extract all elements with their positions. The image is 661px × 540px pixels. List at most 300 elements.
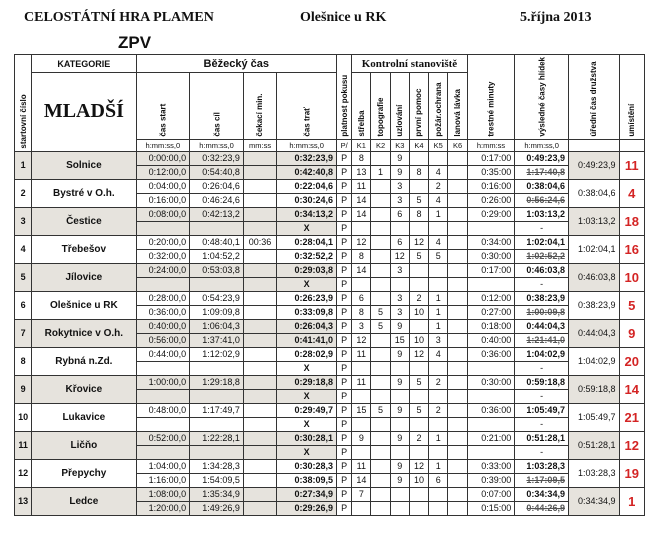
k6-points-cell bbox=[448, 487, 467, 501]
table-row bbox=[15, 319, 645, 333]
k3-points-cell bbox=[390, 487, 409, 501]
organizer-title: CELOSTÁTNÍ HRA PLAMEN bbox=[24, 10, 214, 25]
k2-points-cell bbox=[371, 193, 390, 207]
k5-points-cell bbox=[429, 151, 448, 165]
wait-cell bbox=[243, 277, 276, 291]
team-name-cell: Rokytnice v O.h. bbox=[32, 319, 136, 347]
k1-points-cell: 11 bbox=[352, 375, 371, 389]
validity-cell: P bbox=[337, 487, 352, 501]
wait-cell bbox=[243, 431, 276, 445]
k2-points-cell bbox=[371, 207, 390, 221]
k4-points-cell: 10 bbox=[409, 473, 428, 487]
time-course-cell: 0:41:41,0 bbox=[277, 333, 337, 347]
team-name-cell: Ličňo bbox=[32, 431, 136, 459]
k5-points-cell: 4 bbox=[429, 235, 448, 249]
result-time-cell: 1:03:28,3 bbox=[515, 459, 569, 473]
team-name-cell: Třebešov bbox=[32, 235, 136, 263]
k6-points-cell bbox=[448, 165, 467, 179]
result-time-cell: - bbox=[515, 445, 569, 459]
time-start-cell: 0:24:00,0 bbox=[136, 263, 190, 277]
k5-points-cell: 2 bbox=[429, 179, 448, 193]
k1-points-cell: 9 bbox=[352, 431, 371, 445]
unit-result: h:mm:ss,0 bbox=[515, 139, 569, 151]
wait-cell bbox=[243, 179, 276, 193]
k5-points-cell: 3 bbox=[429, 333, 448, 347]
col-category-label: KATEGORIE bbox=[32, 55, 136, 73]
placing-cell: 18 bbox=[619, 207, 644, 235]
k5-points-cell bbox=[429, 417, 448, 431]
result-time-cell: - bbox=[515, 389, 569, 403]
k4-points-cell bbox=[409, 263, 428, 277]
validity-cell: P bbox=[337, 277, 352, 291]
col-time-finish: čas cíl bbox=[190, 73, 244, 140]
k2-points-cell bbox=[371, 375, 390, 389]
k2-code: K2 bbox=[371, 139, 390, 151]
start-number-cell: 2 bbox=[15, 179, 32, 207]
official-time-cell: 1:02:04,1 bbox=[568, 235, 619, 263]
result-time-cell: - bbox=[515, 417, 569, 431]
k2-points-cell bbox=[371, 249, 390, 263]
penalty-cell: 0:17:00 bbox=[467, 263, 515, 277]
penalty-cell bbox=[467, 389, 515, 403]
table-row bbox=[15, 207, 645, 221]
k3-points-cell: 3 bbox=[390, 179, 409, 193]
k6-points-cell bbox=[448, 501, 467, 515]
official-time-cell: 0:59:18,8 bbox=[568, 375, 619, 403]
k5-name: požár.ochrana bbox=[429, 73, 448, 140]
penalty-cell: 0:21:00 bbox=[467, 431, 515, 445]
time-course-cell: 0:33:09,8 bbox=[277, 305, 337, 319]
validity-cell: P bbox=[337, 417, 352, 431]
k5-points-cell: 5 bbox=[429, 249, 448, 263]
time-finish-cell bbox=[190, 389, 244, 403]
k2-points-cell bbox=[371, 459, 390, 473]
wait-cell bbox=[243, 375, 276, 389]
validity-cell: P bbox=[337, 375, 352, 389]
penalty-cell: 0:27:00 bbox=[467, 305, 515, 319]
k3-points-cell bbox=[390, 417, 409, 431]
time-course-cell: X bbox=[277, 389, 337, 403]
k1-points-cell bbox=[352, 389, 371, 403]
start-number-cell: 11 bbox=[15, 431, 32, 459]
unit-finish: h:mm:ss,0 bbox=[190, 139, 244, 151]
k1-points-cell: 6 bbox=[352, 291, 371, 305]
results-table bbox=[14, 54, 645, 516]
validity-cell: P bbox=[337, 501, 352, 515]
col-penalty: trestné minuty bbox=[467, 55, 515, 140]
validity-cell: P bbox=[337, 207, 352, 221]
k3-points-cell: 9 bbox=[390, 403, 409, 417]
time-start-cell bbox=[136, 221, 190, 235]
k2-points-cell bbox=[371, 473, 390, 487]
k6-points-cell bbox=[448, 347, 467, 361]
table-row bbox=[15, 487, 645, 501]
k3-points-cell: 3 bbox=[390, 263, 409, 277]
time-course-cell: 0:32:52,2 bbox=[277, 249, 337, 263]
time-course-cell: 0:30:24,6 bbox=[277, 193, 337, 207]
k6-points-cell bbox=[448, 361, 467, 375]
k6-points-cell bbox=[448, 473, 467, 487]
col-time-start: čas start bbox=[136, 73, 190, 140]
k3-points-cell: 9 bbox=[390, 151, 409, 165]
team-name-cell: Rybná n.Zd. bbox=[32, 347, 136, 375]
validity-cell: P bbox=[337, 431, 352, 445]
k4-points-cell: 12 bbox=[409, 459, 428, 473]
result-time-cell: 1:02:04,1 bbox=[515, 235, 569, 249]
official-time-cell: 0:49:23,9 bbox=[568, 151, 619, 179]
col-control-posts: Kontrolní stanoviště bbox=[352, 55, 467, 73]
k3-points-cell: 15 bbox=[390, 333, 409, 347]
col-run-time: Běžecký čas bbox=[136, 55, 337, 73]
k1-points-cell bbox=[352, 221, 371, 235]
result-time-cell: 0:44:04,3 bbox=[515, 319, 569, 333]
time-finish-cell: 1:37:41,0 bbox=[190, 333, 244, 347]
k2-points-cell: 1 bbox=[371, 165, 390, 179]
time-finish-cell: 0:53:03,8 bbox=[190, 263, 244, 277]
official-time-cell: 1:04:02,9 bbox=[568, 347, 619, 375]
time-start-cell: 0:08:00,0 bbox=[136, 207, 190, 221]
validity-cell: P bbox=[337, 445, 352, 459]
time-finish-cell: 0:26:04,6 bbox=[190, 179, 244, 193]
k2-points-cell bbox=[371, 235, 390, 249]
penalty-cell: 0:12:00 bbox=[467, 291, 515, 305]
placing-cell: 5 bbox=[619, 291, 644, 319]
validity-cell: P bbox=[337, 151, 352, 165]
team-name-cell: Křovice bbox=[32, 375, 136, 403]
k3-points-cell: 9 bbox=[390, 431, 409, 445]
wait-cell bbox=[243, 263, 276, 277]
time-course-cell: 0:29:26,9 bbox=[277, 501, 337, 515]
time-course-cell: 0:29:49,7 bbox=[277, 403, 337, 417]
wait-cell bbox=[243, 417, 276, 431]
table-row bbox=[15, 375, 645, 389]
time-course-cell: 0:42:40,8 bbox=[277, 165, 337, 179]
k6-points-cell bbox=[448, 389, 467, 403]
k4-points-cell: 10 bbox=[409, 333, 428, 347]
k1-points-cell: 8 bbox=[352, 249, 371, 263]
placing-cell: 10 bbox=[619, 263, 644, 291]
k3-points-cell: 12 bbox=[390, 249, 409, 263]
k6-points-cell bbox=[448, 319, 467, 333]
k5-points-cell bbox=[429, 277, 448, 291]
time-course-cell: 0:38:09,5 bbox=[277, 473, 337, 487]
result-time-cell: 1:05:49,7 bbox=[515, 403, 569, 417]
team-name-cell: Lukavice bbox=[32, 403, 136, 431]
unit-start: h:mm:ss,0 bbox=[136, 139, 190, 151]
wait-cell bbox=[243, 221, 276, 235]
time-finish-cell: 1:17:49,7 bbox=[190, 403, 244, 417]
time-start-cell bbox=[136, 277, 190, 291]
time-start-cell: 0:36:00,0 bbox=[136, 305, 190, 319]
time-course-cell: 0:29:03,8 bbox=[277, 263, 337, 277]
time-start-cell: 0:56:00,0 bbox=[136, 333, 190, 347]
official-time-cell: 1:03:13,2 bbox=[568, 207, 619, 235]
time-course-cell: 0:26:23,9 bbox=[277, 291, 337, 305]
penalty-cell: 0:35:00 bbox=[467, 165, 515, 179]
result-time-cell: 0:56:24,6 bbox=[515, 193, 569, 207]
team-name-cell: Solnice bbox=[32, 151, 136, 179]
result-time-cell: 1:17:09,5 bbox=[515, 473, 569, 487]
k1-points-cell: 11 bbox=[352, 459, 371, 473]
team-name-cell: Olešnice u RK bbox=[32, 291, 136, 319]
time-finish-cell bbox=[190, 417, 244, 431]
unit-course: h:mm:ss,0 bbox=[277, 139, 337, 151]
time-finish-cell: 1:12:02,9 bbox=[190, 347, 244, 361]
validity-cell: P bbox=[337, 165, 352, 179]
wait-cell bbox=[243, 151, 276, 165]
time-start-cell: 0:40:00,0 bbox=[136, 319, 190, 333]
k4-points-cell: 2 bbox=[409, 291, 428, 305]
k2-points-cell bbox=[371, 501, 390, 515]
k4-points-cell bbox=[409, 501, 428, 515]
k1-points-cell: 8 bbox=[352, 305, 371, 319]
time-finish-cell bbox=[190, 445, 244, 459]
k2-points-cell bbox=[371, 263, 390, 277]
official-time-cell: 0:34:34,9 bbox=[568, 487, 619, 515]
time-start-cell: 1:00:00,0 bbox=[136, 375, 190, 389]
validity-cell: P bbox=[337, 179, 352, 193]
time-course-cell: X bbox=[277, 417, 337, 431]
validity-cell: P bbox=[337, 403, 352, 417]
k5-points-cell: 1 bbox=[429, 291, 448, 305]
wait-cell bbox=[243, 487, 276, 501]
k1-points-cell bbox=[352, 361, 371, 375]
table-row bbox=[15, 431, 645, 445]
k6-points-cell bbox=[448, 277, 467, 291]
result-time-cell: 0:46:03,8 bbox=[515, 263, 569, 277]
placing-cell: 1 bbox=[619, 487, 644, 515]
start-number-cell: 10 bbox=[15, 403, 32, 431]
time-finish-cell: 1:54:09,5 bbox=[190, 473, 244, 487]
wait-cell: 00:36 bbox=[243, 235, 276, 249]
col-wait-min: čekací min. bbox=[243, 73, 276, 140]
validity-cell: P bbox=[337, 389, 352, 403]
start-number-cell: 4 bbox=[15, 235, 32, 263]
k6-points-cell bbox=[448, 403, 467, 417]
penalty-cell: 0:36:00 bbox=[467, 403, 515, 417]
penalty-cell: 0:15:00 bbox=[467, 501, 515, 515]
wait-cell bbox=[243, 501, 276, 515]
k1-points-cell: 14 bbox=[352, 263, 371, 277]
k5-points-cell: 4 bbox=[429, 347, 448, 361]
result-time-cell: 1:17:40,8 bbox=[515, 165, 569, 179]
k1-points-cell: 13 bbox=[352, 165, 371, 179]
k1-points-cell: 11 bbox=[352, 347, 371, 361]
k4-points-cell bbox=[409, 361, 428, 375]
start-number-cell: 1 bbox=[15, 151, 32, 179]
time-start-cell: 0:32:00,0 bbox=[136, 249, 190, 263]
k6-points-cell bbox=[448, 207, 467, 221]
k2-points-cell bbox=[371, 347, 390, 361]
placing-cell: 11 bbox=[619, 151, 644, 179]
unit-wait: mm:ss bbox=[243, 139, 276, 151]
results-body bbox=[15, 151, 645, 515]
placing-cell: 20 bbox=[619, 347, 644, 375]
k5-points-cell bbox=[429, 445, 448, 459]
k4-points-cell: 12 bbox=[409, 347, 428, 361]
col-start-number: startovní číslo bbox=[15, 55, 32, 152]
time-start-cell bbox=[136, 417, 190, 431]
k1-points-cell: 14 bbox=[352, 193, 371, 207]
k2-points-cell bbox=[371, 151, 390, 165]
k4-points-cell bbox=[409, 389, 428, 403]
penalty-cell: 0:39:00 bbox=[467, 473, 515, 487]
result-time-cell: - bbox=[515, 361, 569, 375]
team-name-cell: Čestice bbox=[32, 207, 136, 235]
start-number-cell: 5 bbox=[15, 263, 32, 291]
time-finish-cell bbox=[190, 221, 244, 235]
k3-points-cell: 9 bbox=[390, 347, 409, 361]
penalty-cell: 0:30:00 bbox=[467, 375, 515, 389]
time-finish-cell: 1:49:26,9 bbox=[190, 501, 244, 515]
penalty-cell: 0:30:00 bbox=[467, 249, 515, 263]
result-time-cell: 0:59:18,8 bbox=[515, 375, 569, 389]
k3-points-cell bbox=[390, 389, 409, 403]
k4-points-cell: 10 bbox=[409, 305, 428, 319]
k6-points-cell bbox=[448, 151, 467, 165]
result-time-cell: 0:44:26,9 bbox=[515, 501, 569, 515]
k4-points-cell: 2 bbox=[409, 431, 428, 445]
wait-cell bbox=[243, 473, 276, 487]
unit-penalty: h:mm:ss bbox=[467, 139, 515, 151]
time-finish-cell: 1:04:52,2 bbox=[190, 249, 244, 263]
time-finish-cell bbox=[190, 361, 244, 375]
penalty-cell: 0:18:00 bbox=[467, 319, 515, 333]
wait-cell bbox=[243, 193, 276, 207]
section-title: ZPV bbox=[118, 33, 152, 52]
k1-points-cell: 8 bbox=[352, 151, 371, 165]
official-time-cell: 0:38:04,6 bbox=[568, 179, 619, 207]
time-course-cell: 0:28:04,1 bbox=[277, 235, 337, 249]
wait-cell bbox=[243, 249, 276, 263]
k4-points-cell: 8 bbox=[409, 207, 428, 221]
time-finish-cell: 1:22:28,1 bbox=[190, 431, 244, 445]
k2-points-cell bbox=[371, 389, 390, 403]
table-row bbox=[15, 263, 645, 277]
k1-points-cell bbox=[352, 501, 371, 515]
penalty-cell: 0:36:00 bbox=[467, 347, 515, 361]
table-header bbox=[15, 55, 645, 152]
penalty-cell: 0:33:00 bbox=[467, 459, 515, 473]
k3-points-cell bbox=[390, 361, 409, 375]
k2-points-cell bbox=[371, 487, 390, 501]
unit-official bbox=[568, 139, 619, 151]
k2-points-cell bbox=[371, 291, 390, 305]
table-row bbox=[15, 235, 645, 249]
k6-points-cell bbox=[448, 235, 467, 249]
time-course-cell: 0:28:02,9 bbox=[277, 347, 337, 361]
k4-points-cell: 5 bbox=[409, 193, 428, 207]
team-name-cell: Ledce bbox=[32, 487, 136, 515]
wait-cell bbox=[243, 333, 276, 347]
k5-points-cell: 1 bbox=[429, 207, 448, 221]
time-start-cell: 0:44:00,0 bbox=[136, 347, 190, 361]
validity-cell: P bbox=[337, 291, 352, 305]
time-finish-cell: 1:09:09,8 bbox=[190, 305, 244, 319]
start-number-cell: 13 bbox=[15, 487, 32, 515]
k5-points-cell bbox=[429, 501, 448, 515]
k2-name: topografie bbox=[371, 73, 390, 140]
penalty-cell: 0:07:00 bbox=[467, 487, 515, 501]
wait-cell bbox=[243, 207, 276, 221]
table-row bbox=[15, 459, 645, 473]
placing-cell: 14 bbox=[619, 375, 644, 403]
k3-points-cell: 9 bbox=[390, 473, 409, 487]
time-start-cell: 0:28:00,0 bbox=[136, 291, 190, 305]
k1-points-cell bbox=[352, 277, 371, 291]
validity-cell: P bbox=[337, 347, 352, 361]
placing-cell: 9 bbox=[619, 319, 644, 347]
time-start-cell: 1:16:00,0 bbox=[136, 473, 190, 487]
k1-points-cell: 14 bbox=[352, 207, 371, 221]
time-course-cell: X bbox=[277, 221, 337, 235]
unit-placing bbox=[619, 139, 644, 151]
wait-cell bbox=[243, 403, 276, 417]
k5-points-cell bbox=[429, 361, 448, 375]
placing-cell: 4 bbox=[619, 179, 644, 207]
penalty-cell bbox=[467, 361, 515, 375]
k1-points-cell: 12 bbox=[352, 333, 371, 347]
k5-points-cell: 6 bbox=[429, 473, 448, 487]
time-start-cell: 0:16:00,0 bbox=[136, 193, 190, 207]
k2-points-cell bbox=[371, 417, 390, 431]
k6-points-cell bbox=[448, 305, 467, 319]
k4-points-cell bbox=[409, 151, 428, 165]
event-date: 5.října 2013 bbox=[520, 10, 592, 25]
table-row bbox=[15, 179, 645, 193]
time-start-cell bbox=[136, 389, 190, 403]
result-time-cell: 0:51:28,1 bbox=[515, 431, 569, 445]
penalty-cell: 0:16:00 bbox=[467, 179, 515, 193]
k3-name: uzlování bbox=[390, 73, 409, 140]
k1-points-cell: 14 bbox=[352, 473, 371, 487]
official-time-cell: 0:46:03,8 bbox=[568, 263, 619, 291]
k1-points-cell bbox=[352, 445, 371, 459]
k6-points-cell bbox=[448, 179, 467, 193]
wait-cell bbox=[243, 291, 276, 305]
validity-cell: P bbox=[337, 361, 352, 375]
k5-points-cell bbox=[429, 389, 448, 403]
placing-cell: 16 bbox=[619, 235, 644, 263]
k3-points-cell: 9 bbox=[390, 375, 409, 389]
time-course-cell: X bbox=[277, 361, 337, 375]
k2-points-cell bbox=[371, 445, 390, 459]
time-finish-cell: 0:42:13,2 bbox=[190, 207, 244, 221]
validity-cell: P bbox=[337, 319, 352, 333]
k1-points-cell: 3 bbox=[352, 319, 371, 333]
k5-points-cell bbox=[429, 221, 448, 235]
k3-points-cell bbox=[390, 445, 409, 459]
result-time-cell: 1:04:02,9 bbox=[515, 347, 569, 361]
col-placing: umístění bbox=[619, 55, 644, 140]
k3-points-cell: 3 bbox=[390, 193, 409, 207]
time-course-cell: 0:30:28,1 bbox=[277, 431, 337, 445]
wait-cell bbox=[243, 459, 276, 473]
k5-points-cell: 2 bbox=[429, 403, 448, 417]
k2-points-cell bbox=[371, 277, 390, 291]
time-course-cell: 0:29:18,8 bbox=[277, 375, 337, 389]
col-time-course: čas trať bbox=[277, 73, 337, 140]
k1-points-cell: 7 bbox=[352, 487, 371, 501]
k5-points-cell bbox=[429, 487, 448, 501]
start-number-cell: 12 bbox=[15, 459, 32, 487]
k3-points-cell bbox=[390, 277, 409, 291]
validity-cell: P bbox=[337, 473, 352, 487]
table-row bbox=[15, 403, 645, 417]
team-name-cell: Jílovice bbox=[32, 263, 136, 291]
validity-cell: P bbox=[337, 333, 352, 347]
k4-points-cell bbox=[409, 487, 428, 501]
